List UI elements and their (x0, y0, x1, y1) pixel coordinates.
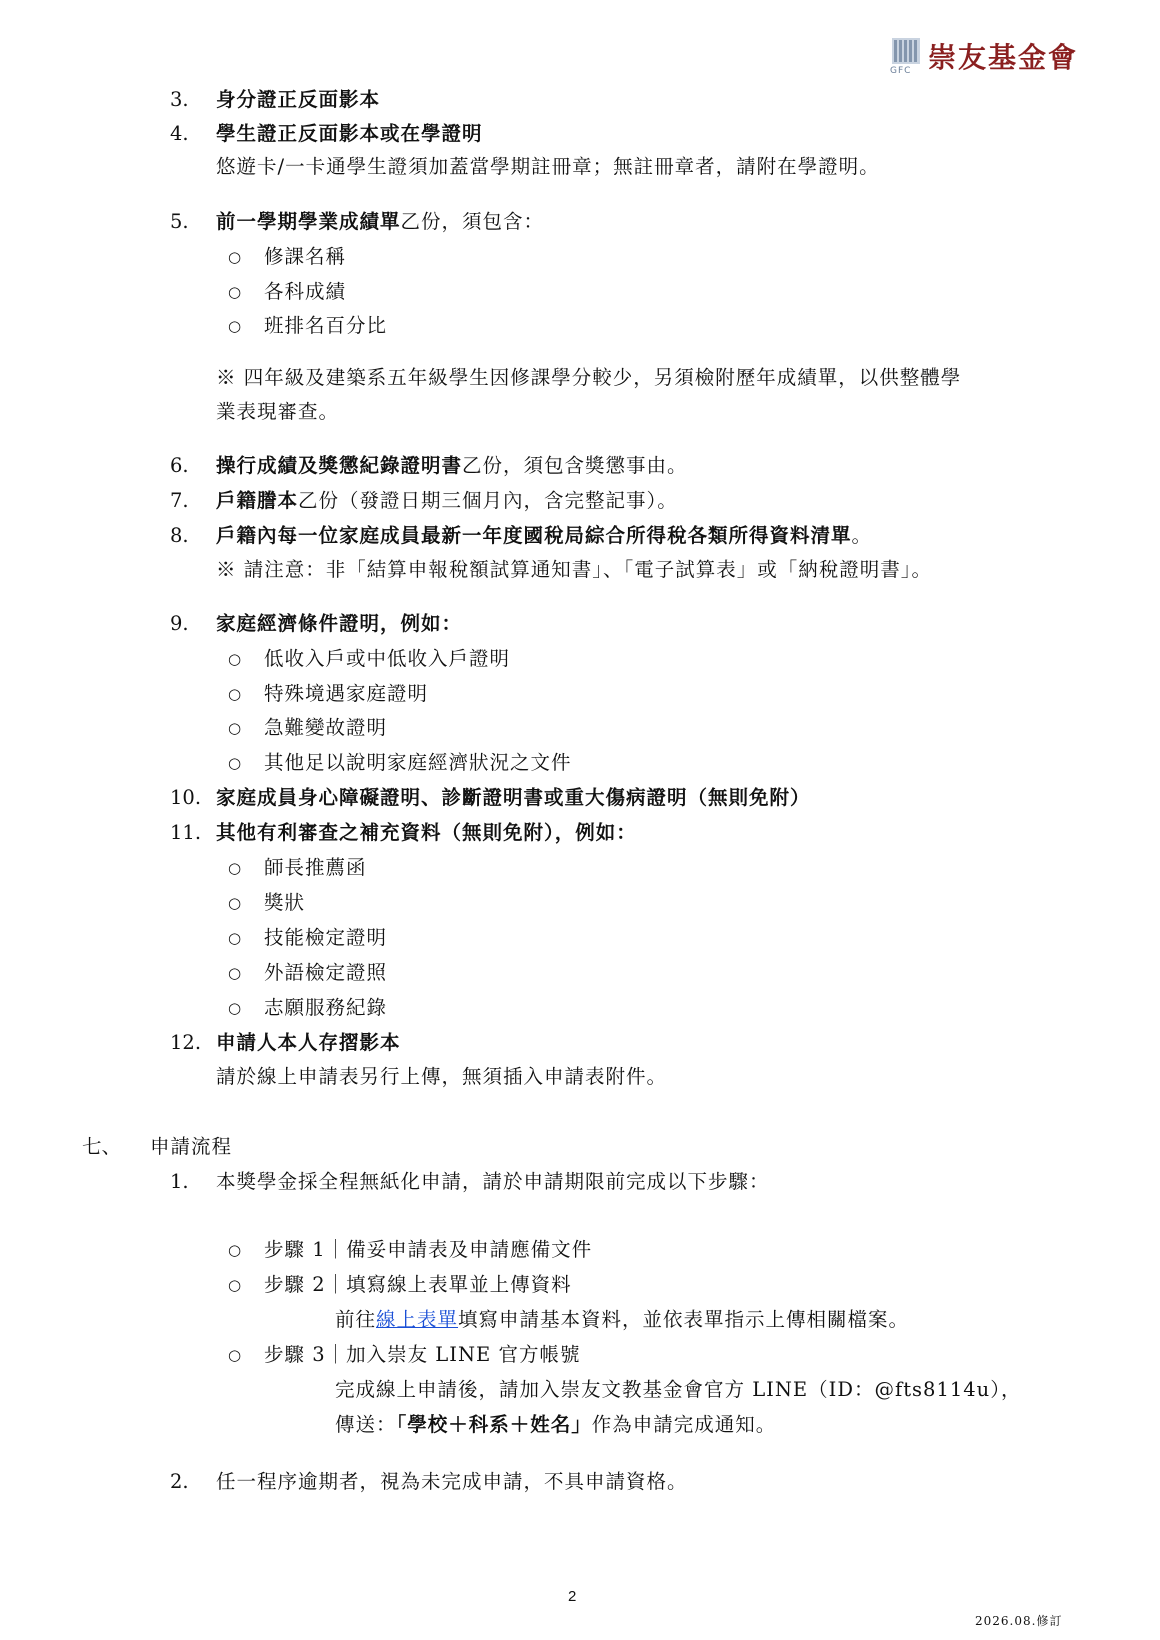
item-remark: 業表現審查。 (216, 400, 340, 423)
step-label: 步驟 2｜填寫線上表單並上傳資料 (264, 1273, 572, 1296)
item-line (216, 522, 872, 550)
item-title: 身分證正反面影本 (216, 88, 381, 111)
revision-date: 2026.08.修訂 (975, 1614, 1063, 1628)
item-text: 本獎學金採全程無紙化申請，請於申請期限前完成以下步驟： (216, 1170, 770, 1193)
online-form-link[interactable]: 線上表單 (376, 1308, 459, 1331)
list-item: 其他足以說明家庭經濟狀況之文件 (264, 751, 572, 774)
step-label: 步驟 1｜備妥申請表及申請應備文件 (264, 1238, 593, 1261)
logo-name: 崇友基金會 (928, 41, 1079, 74)
list-item: 志願服務紀錄 (264, 996, 388, 1019)
bullet-icon: ○ (228, 999, 242, 1017)
step-detail-pre: 傳送： (335, 1413, 397, 1436)
item-title: 家庭經濟條件證明，例如： (216, 612, 463, 635)
item-line (216, 487, 678, 515)
bullet-icon: ○ (228, 317, 242, 335)
list-item: 各科成績 (264, 280, 347, 303)
step-label: 步驟 3｜加入崇友 LINE 官方帳號 (264, 1343, 581, 1366)
item-number: 10. (170, 786, 202, 809)
item-remark: ※ 四年級及建築系五年級學生因修課學分較少，另須檢附歷年成績單，以供整體學 (216, 366, 962, 389)
item-number: 6. (170, 454, 189, 477)
item-number: 2. (170, 1470, 189, 1493)
item-line (216, 452, 688, 480)
item-title: 其他有利審查之補充資料（無則免附），例如： (216, 821, 637, 844)
bullet-icon: ○ (228, 1346, 242, 1364)
bullet-icon: ○ (228, 650, 242, 668)
list-item: 特殊境遇家庭證明 (264, 682, 429, 705)
item-note: 請於線上申請表另行上傳，無須插入申請表附件。 (216, 1065, 668, 1088)
item-text: 任一程序逾期者，視為未完成申請，不具申請資格。 (216, 1470, 688, 1493)
item-suffix: 乙份，須包含： (400, 210, 545, 233)
bullet-icon: ○ (228, 964, 242, 982)
item-number: 3. (170, 88, 189, 111)
item-number: 5. (170, 210, 189, 233)
list-item: 技能檢定證明 (264, 926, 388, 949)
list-item: 師長推薦函 (264, 856, 367, 879)
item-number: 4. (170, 122, 189, 145)
item-number: 7. (170, 489, 189, 512)
item-title: 戶籍內每一位家庭成員最新一年度國稅局綜合所得稅各類所得資料清單 (216, 524, 852, 547)
item-suffix: 乙份，須包含獎懲事由。 (462, 454, 688, 477)
step-detail (335, 1306, 909, 1334)
item-title: 前一學期學業成績單 (216, 210, 401, 233)
item-title: 申請人本人存摺影本 (216, 1031, 401, 1054)
bullet-icon: ○ (228, 248, 242, 266)
item-number: 8. (170, 524, 189, 547)
item-note: ※ 請注意：非「結算申報稅額試算通知書」、「電子試算表」或「納稅證明書」。 (216, 558, 932, 581)
step-detail-post: 作為申請完成通知。 (591, 1413, 777, 1436)
list-item: 修課名稱 (264, 245, 347, 268)
list-item: 外語檢定證照 (264, 961, 388, 984)
list-item: 急難變故證明 (264, 716, 388, 739)
bullet-icon: ○ (228, 283, 242, 301)
bullet-icon: ○ (228, 754, 242, 772)
item-line (216, 208, 544, 236)
bullet-icon: ○ (228, 894, 242, 912)
logo-abbr: GFC (890, 66, 912, 76)
item-title: 操行成績及獎懲紀錄證明書 (216, 454, 463, 477)
bullet-icon: ○ (228, 929, 242, 947)
bullet-icon: ○ (228, 685, 242, 703)
list-item: 班排名百分比 (264, 314, 388, 337)
step-detail: 完成線上申請後，請加入崇友文教基金會官方 LINE（ID：@fts8114u）， (335, 1378, 1022, 1401)
item-number: 12. (170, 1031, 202, 1054)
item-number: 9. (170, 612, 189, 635)
item-number: 11. (170, 821, 202, 844)
step-detail-bold: 「學校＋科系＋姓名」 (396, 1413, 592, 1436)
step-detail (335, 1411, 776, 1439)
item-title: 戶籍謄本 (216, 489, 299, 512)
section-number: 七、 (82, 1135, 122, 1158)
bullet-icon: ○ (228, 719, 242, 737)
bullet-icon: ○ (228, 1276, 242, 1294)
item-suffix: 。 (851, 524, 873, 547)
item-title: 家庭成員身心障礙證明、診斷證明書或重大傷病證明（無則免附） (216, 786, 811, 809)
item-number: 1. (170, 1170, 189, 1193)
section-title: 申請流程 (150, 1135, 233, 1158)
item-note: 悠遊卡/一卡通學生證須加蓋當學期註冊章；無註冊章者，請附在學證明。 (216, 155, 880, 178)
list-item: 低收入戶或中低收入戶證明 (264, 647, 511, 670)
bullet-icon: ○ (228, 859, 242, 877)
list-item: 獎狀 (264, 891, 306, 914)
page-number: 2 (568, 1588, 577, 1605)
foundation-logo (890, 34, 1079, 78)
step-detail-post: 填寫申請基本資料，並依表單指示上傳相關檔案。 (458, 1308, 910, 1331)
item-suffix: 乙份（發證日期三個月內，含完整記事）。 (298, 489, 678, 512)
step-detail-pre: 前往 (335, 1308, 377, 1331)
bullet-icon: ○ (228, 1241, 242, 1259)
item-title: 學生證正反面影本或在學證明 (216, 122, 483, 145)
